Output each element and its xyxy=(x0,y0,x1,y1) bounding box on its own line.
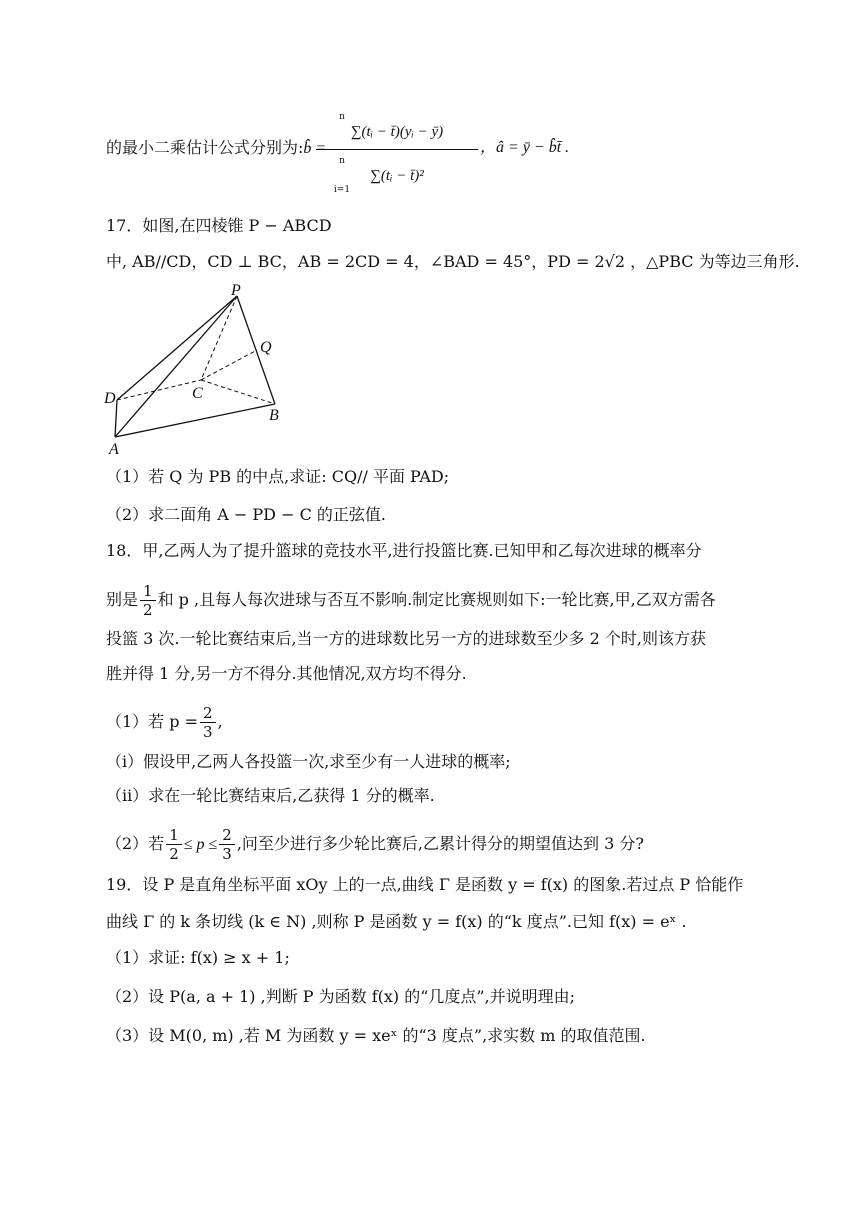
q19-part2: （2）设 P(a, a + 1) ,判断 P 为函数 f(x) 的“几度点”,并说明理由; xyxy=(106,987,576,1006)
q19-part1: （1）求证: f(x) ≥ x + 1; xyxy=(106,948,290,967)
q19-line1: 19．设 P 是直角坐标平面 xOy 上的一点,曲线 Γ 是函数 y = f(x) 的图象.若过点 P 恰能作 xyxy=(106,875,744,894)
fraction-numerator: n ∑(tᵢ − t̄)(yᵢ − ȳ) xyxy=(316,112,478,150)
q18-line4: 胜并得 1 分,另一方不得分.其他情况,双方均不得分. xyxy=(106,664,467,683)
fraction-denominator: n ∑(tᵢ − t̄)² i=1 xyxy=(333,156,424,195)
q17-part2: （2）求二面角 A − PD − C 的正弦值. xyxy=(106,505,386,524)
fraction-two-thirds-bound: $\frac{2}{3}$ xyxy=(219,826,235,863)
label-A: A xyxy=(109,441,119,458)
q17-stem-line2: 中, AB//CD，CD ⊥ BC，AB = 2CD = 4，∠BAD = 45°，PD = 2√2 ，△PBC 为等边三角形. xyxy=(106,252,800,271)
pyramid-figure xyxy=(100,282,300,458)
label-C: C xyxy=(192,385,203,402)
q19-part3: （3）设 M(0, m) ,若 M 为函数 y = xeˣ 的“3 度点”,求实数 m 的取值范围. xyxy=(106,1026,646,1045)
q18-part1-ii: （ii）求在一轮比赛结束后,乙获得 1 分的概率. xyxy=(106,786,435,805)
label-D: D xyxy=(104,390,116,407)
fraction-one-half: $\frac{1}{2}$ xyxy=(140,582,156,619)
q17-part1: （1）若 Q 为 PB 的中点,求证: CQ// 平面 PAD; xyxy=(106,467,450,486)
q18-line1: 18．甲,乙两人为了提升篮球的竞技水平,进行投篮比赛.已知甲和乙每次进球的概率分 xyxy=(106,541,702,560)
q19-line2: 曲线 Γ 的 k 条切线 (k ∈ N) ,则称 P 是函数 y = f(x) 的“k 度点”.已知 f(x) = eˣ . xyxy=(106,912,687,931)
q17-stem-line1: 17．如图,在四棱锥 P − ABCD xyxy=(106,216,332,235)
label-P: P xyxy=(231,282,241,299)
least-squares-fraction xyxy=(316,112,478,195)
fraction-two-thirds: $\frac{2}{3}$ xyxy=(200,704,216,741)
label-Q: Q xyxy=(260,339,272,356)
a-hat-formula: ，â = ȳ − b̂t̄ . xyxy=(480,139,570,156)
q18-line2: 别是 $\frac{1}{2}$ 和 p ,且每人每次进球与否互不影响.制定比赛规则如下:一轮比赛,甲,乙双方需各 xyxy=(106,582,716,619)
q18-part2: （2）若 $\frac{1}{2}$ ≤ p ≤ $\frac{2}{3}$ ,问至少进行多少轮比赛后,乙累计得分的期望值达到 3 分? xyxy=(106,826,644,863)
q18-part1-i: （i）假设甲,乙两人各投篮一次,求至少有一人进球的概率; xyxy=(106,752,511,771)
fraction-one-half-bound: $\frac{1}{2}$ xyxy=(166,826,182,863)
b-hat-lhs: b̂ = xyxy=(303,140,327,157)
q18-line3: 投篮 3 次.一轮比赛结束后,当一方的进球数比另一方的进球数至少多 2 个时,则该方获 xyxy=(106,629,706,648)
label-B: B xyxy=(269,407,279,424)
formula-prefix: 的最小二乘估计公式分别为:b̂ = xyxy=(106,138,327,157)
q18-part1: （1）若 p = $\frac{2}{3}$ , xyxy=(106,704,223,741)
